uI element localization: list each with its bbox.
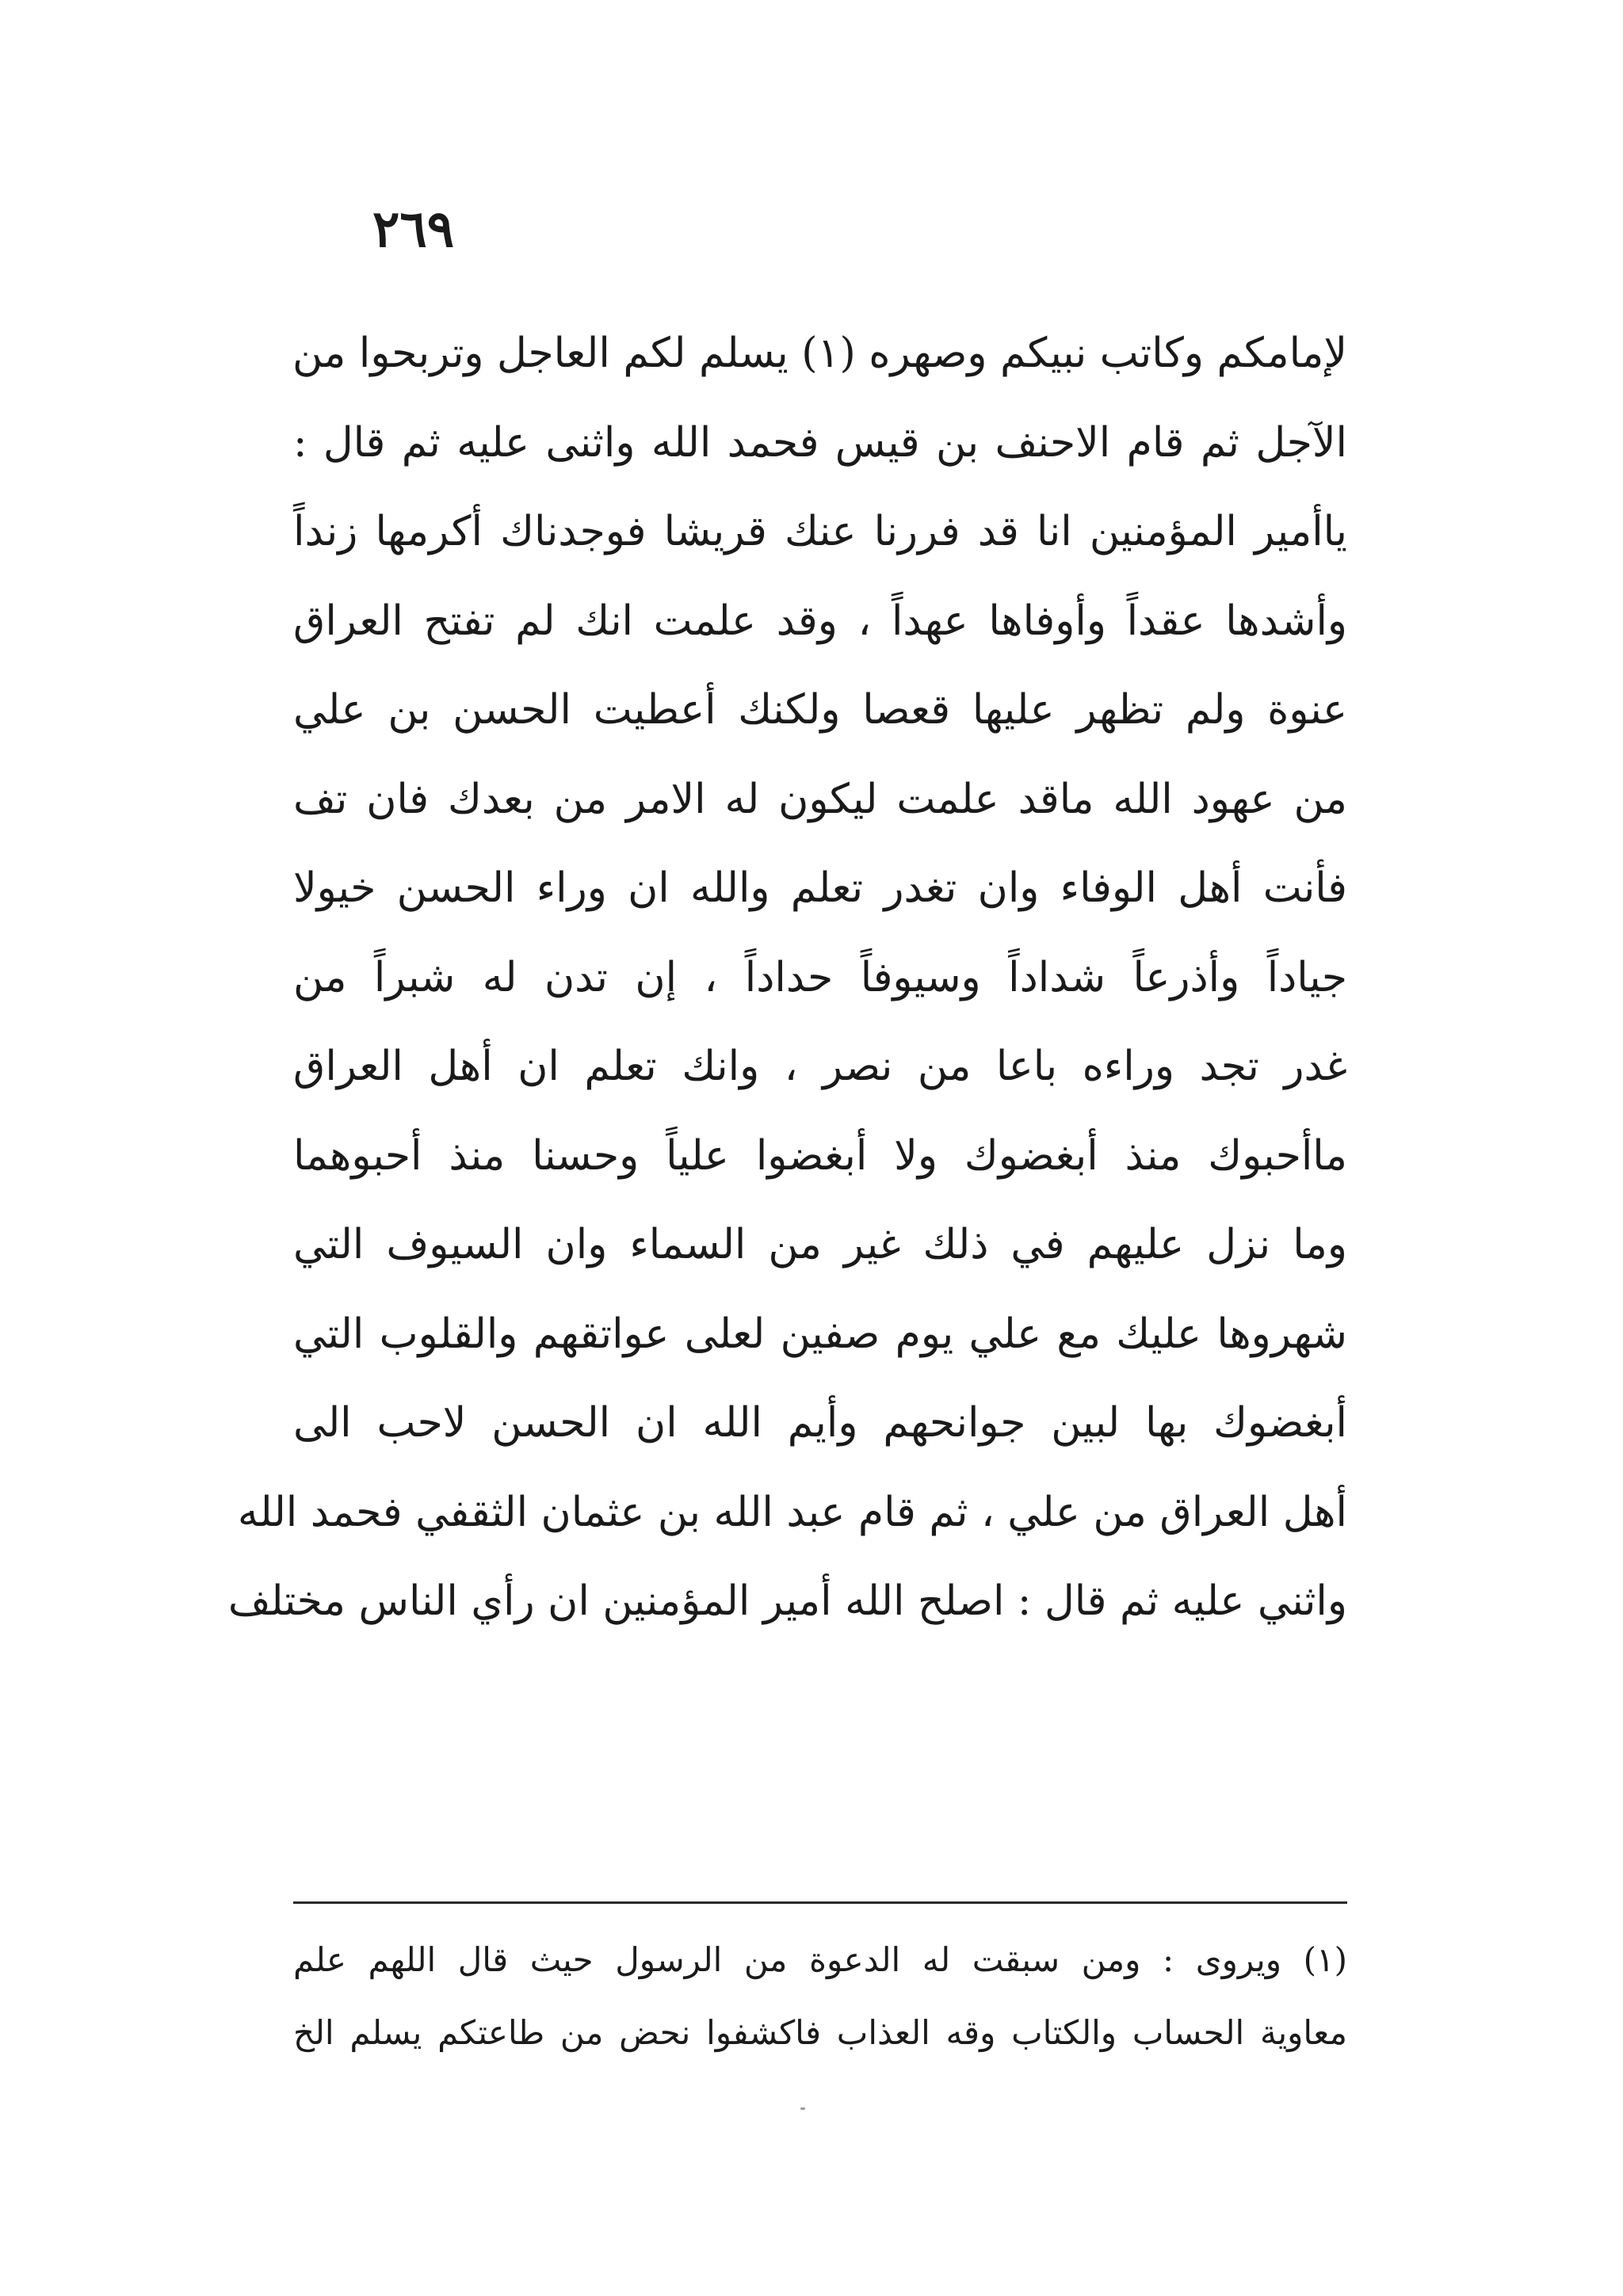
text-line: الآجل ثم قام الاحنف بن قيس فحمد الله واثنى عليه ثم قال : [293, 418, 1347, 467]
text-line: وما نزل عليهم في ذلك غير من السماء وان السيوف التي [293, 1221, 1347, 1268]
text-line: من عهود الله ماقد علمت ليكون له الامر من بعدك فان تف [293, 775, 1347, 823]
text-line: شهروها عليك مع علي يوم صفين لعلى عواتقهم والقلوب التي [293, 1310, 1347, 1358]
footnotes [293, 1924, 1347, 2069]
footnote-line: معاوية الحساب والكتاب وقه العذاب فاكشفوا نحض من طاعتكم يسلم الخ [293, 2013, 1347, 2052]
text-line: جياداً وأذرعاً شداداً وسيوفاً حداداً ، إن تدن له شبراً من [293, 953, 1347, 1001]
text-line: ماأحبوك منذ أبغضوك ولا أبغضوا علياً وحسنا منذ أحبوهما [293, 1131, 1347, 1180]
page-number: ٢٦٩ [372, 200, 455, 259]
footnote-line: (١) ويروى : ومن سبقت له الدعوة من الرسول حيث قال اللهم علم [293, 1940, 1347, 1979]
text-line: أهل العراق من علي ، ثم قام عبد الله بن عثمان الثقفي فحمد الله [237, 1488, 1347, 1536]
text-line: عنوة ولم تظهر عليها قعصا ولكنك أعطيت الحسن بن علي [293, 686, 1347, 734]
text-line: غدر تجد وراءه باعا من نصر ، وانك تعلم ان أهل العراق [293, 1043, 1347, 1090]
scan-speck [800, 2107, 805, 2110]
text-line: فأنت أهل الوفاء وان تغدر تعلم والله ان وراء الحسن خيولا [293, 864, 1347, 912]
footnote-divider [293, 1901, 1347, 1904]
text-line: أبغضوك بها لبين جوانحهم وأيم الله ان الحسن لاحب الى [293, 1399, 1347, 1447]
text-line: واثني عليه ثم قال : اصلح الله أمير المؤمنين ان رأي الناس مختلف [227, 1577, 1347, 1625]
body-text [227, 309, 1347, 1646]
text-line: لإمامكم وكاتب نبيكم وصهره (١) يسلم لكم العاجل وتربحوا من [292, 330, 1347, 377]
text-line: وأشدها عقداً وأوفاها عهداً ، وقد علمت انك لم تفتح العراق [293, 597, 1347, 645]
text-line: ياأمير المؤمنين انا قد فررنا عنك قريشا فوجدناك أكرمها زنداً [293, 508, 1347, 555]
